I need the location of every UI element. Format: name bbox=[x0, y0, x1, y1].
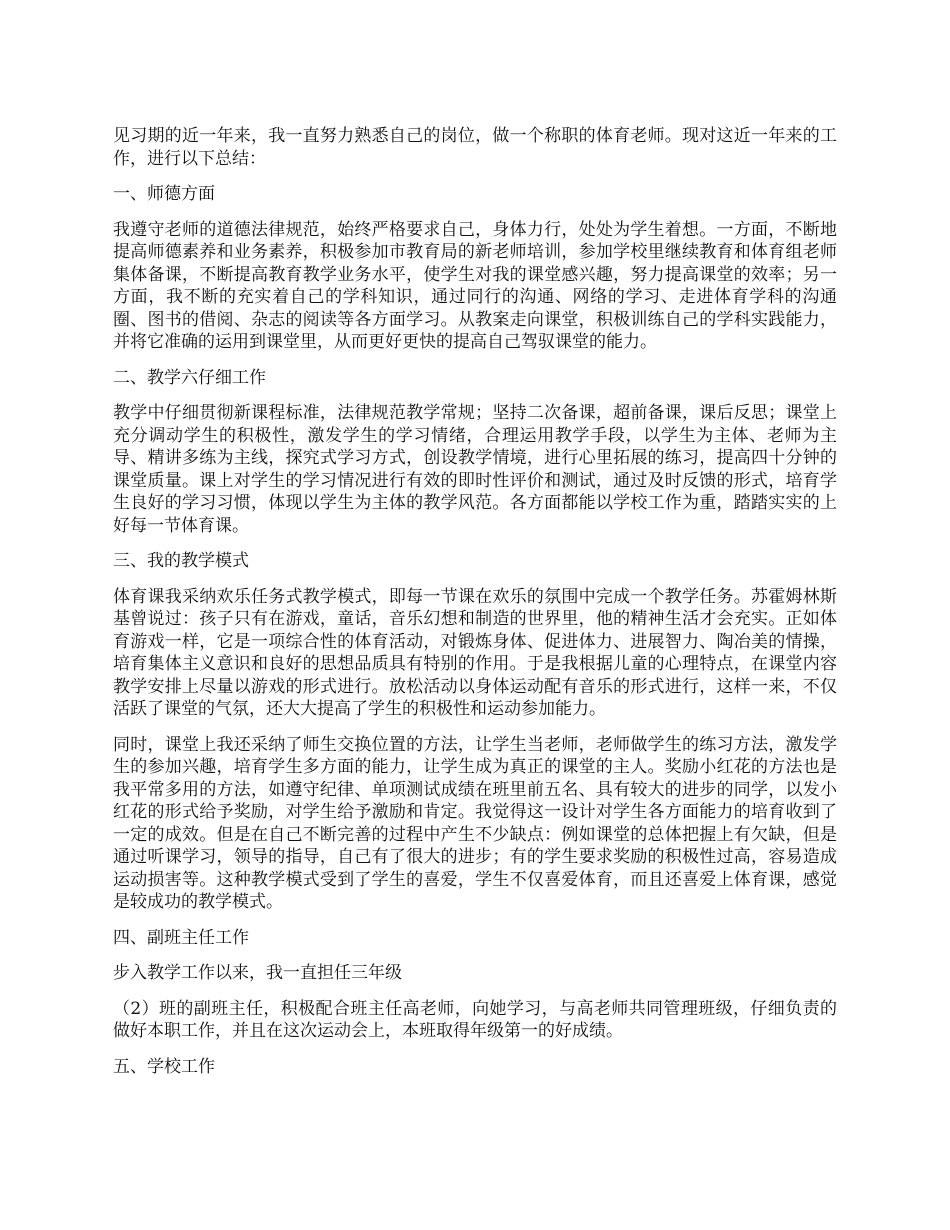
assistant-class-teacher-paragraph-2: （2）班的副班主任，积极配合班主任高老师，向她学习，与高老师共同管理班级，仔细负责的做好本职工作，并且在这次运动会上，本班取得年级第一的好成绩。 bbox=[113, 998, 837, 1041]
teacher-ethics-paragraph: 我遵守老师的道德法律规范，始终严格要求自己，身体力行，处处为学生着想。一方面，不断地提高师德素养和业务素养，积极参加市教育局的新老师培训，参加学校里继续教育和体育组老师集体备课，不断提高教育教学业务水平，使学生对我的课堂感兴趣，努力提高课堂的效率；另一方面，我不断的充实着自己的学科知识，通过同行的沟通、网络的学习、走进体育学科的沟通圈、图书的借阅、杂志的阅读等各方面学习。从教案走向课堂，积极训练自己的学科实践能力，并将它准确的运用到课堂里，从而更好更快的提高自己驾驭课堂的能力。 bbox=[113, 219, 837, 352]
section-heading-assistant-class-teacher: 四、副班主任工作 bbox=[113, 927, 249, 948]
intro-paragraph: 见习期的近一年来，我一直努力熟悉自己的岗位，做一个称职的体育老师。现对这近一年来的工作，进行以下总结： bbox=[113, 126, 837, 169]
section-heading-teaching-mode: 三、我的教学模式 bbox=[113, 551, 249, 571]
assistant-class-teacher-paragraph-1: 步入教学工作以来，我一直担任三年级 bbox=[113, 963, 402, 983]
section-heading-school-work: 五、学校工作 bbox=[113, 1056, 215, 1077]
teaching-mode-paragraph-1: 体育课我采纳欢乐任务式教学模式，即每一节课在欢乐的氛围中完成一个教学任务。苏霍姆林斯基曾说过：孩子只有在游戏，童话，音乐幻想和制造的世界里，他的精神生活才会充实。正如体育游戏一样，它是一项综合性的体育活动，对锻炼身体、促进体力、进展智力、陶冶美的情操，培育集体主义意识和良好的思想品质具有特别的作用。于是我根据儿童的心理特点，在课堂内容教学安排上尽量以游戏的形式进行。放松活动以身体运动配有音乐的形式进行，这样一来，不仅活跃了课堂的气氛，还大大提高了学生的积极性和运动参加能力。 bbox=[113, 586, 837, 719]
teaching-mode-paragraph-2: 同时，课堂上我还采纳了师生交换位置的方法，让学生当老师，老师做学生的练习方法，激发学生的参加兴趣，培育学生多方面的能力，让学生成为真正的课堂的主人。奖励小红花的方法也是我平常多用的方法，如遵守纪律、单项测试成绩在班里前五名、具有较大的进步的同学，以发小红花的形式给予奖励，对学生给予激励和肯定。我觉得这一设计对学生各方面能力的培育收到了一定的成效。但是在自己不断完善的过程中产生不少缺点：例如课堂的总体把握上有欠缺，但是通过听课学习，领导的指导，自己有了很大的进步；有的学生要求奖励的积极性过高，容易造成运动损害等。这种教学模式受到了学生的喜爱，学生不仅喜爱体育，而且还喜爱上体育课，感觉是较成功的教学模式。 bbox=[113, 734, 837, 912]
document-body bbox=[113, 125, 837, 1091]
section-heading-teaching-work: 二、教学六仔细工作 bbox=[113, 367, 266, 388]
section-heading-teacher-ethics: 一、师德方面 bbox=[113, 184, 215, 204]
teaching-work-paragraph: 教学中仔细贯彻新课程标准，法律规范教学常规；坚持二次备课，超前备课，课后反思；课堂上充分调动学生的积极性，激发学生的学习情绪，合理运用教学手段，以学生为主体、老师为主导、精讲多练为主线，探究式学习方式，创设教学情境，进行心里拓展的练习，提高四十分钟的课堂质量。课上对学生的学习情况进行有效的即时性评价和测试，通过及时反馈的形式，培育学生良好的学习习惯，体现以学生为主体的教学风范。各方面都能以学校工作为重，踏踏实实的上好每一节体育课。 bbox=[113, 403, 837, 536]
